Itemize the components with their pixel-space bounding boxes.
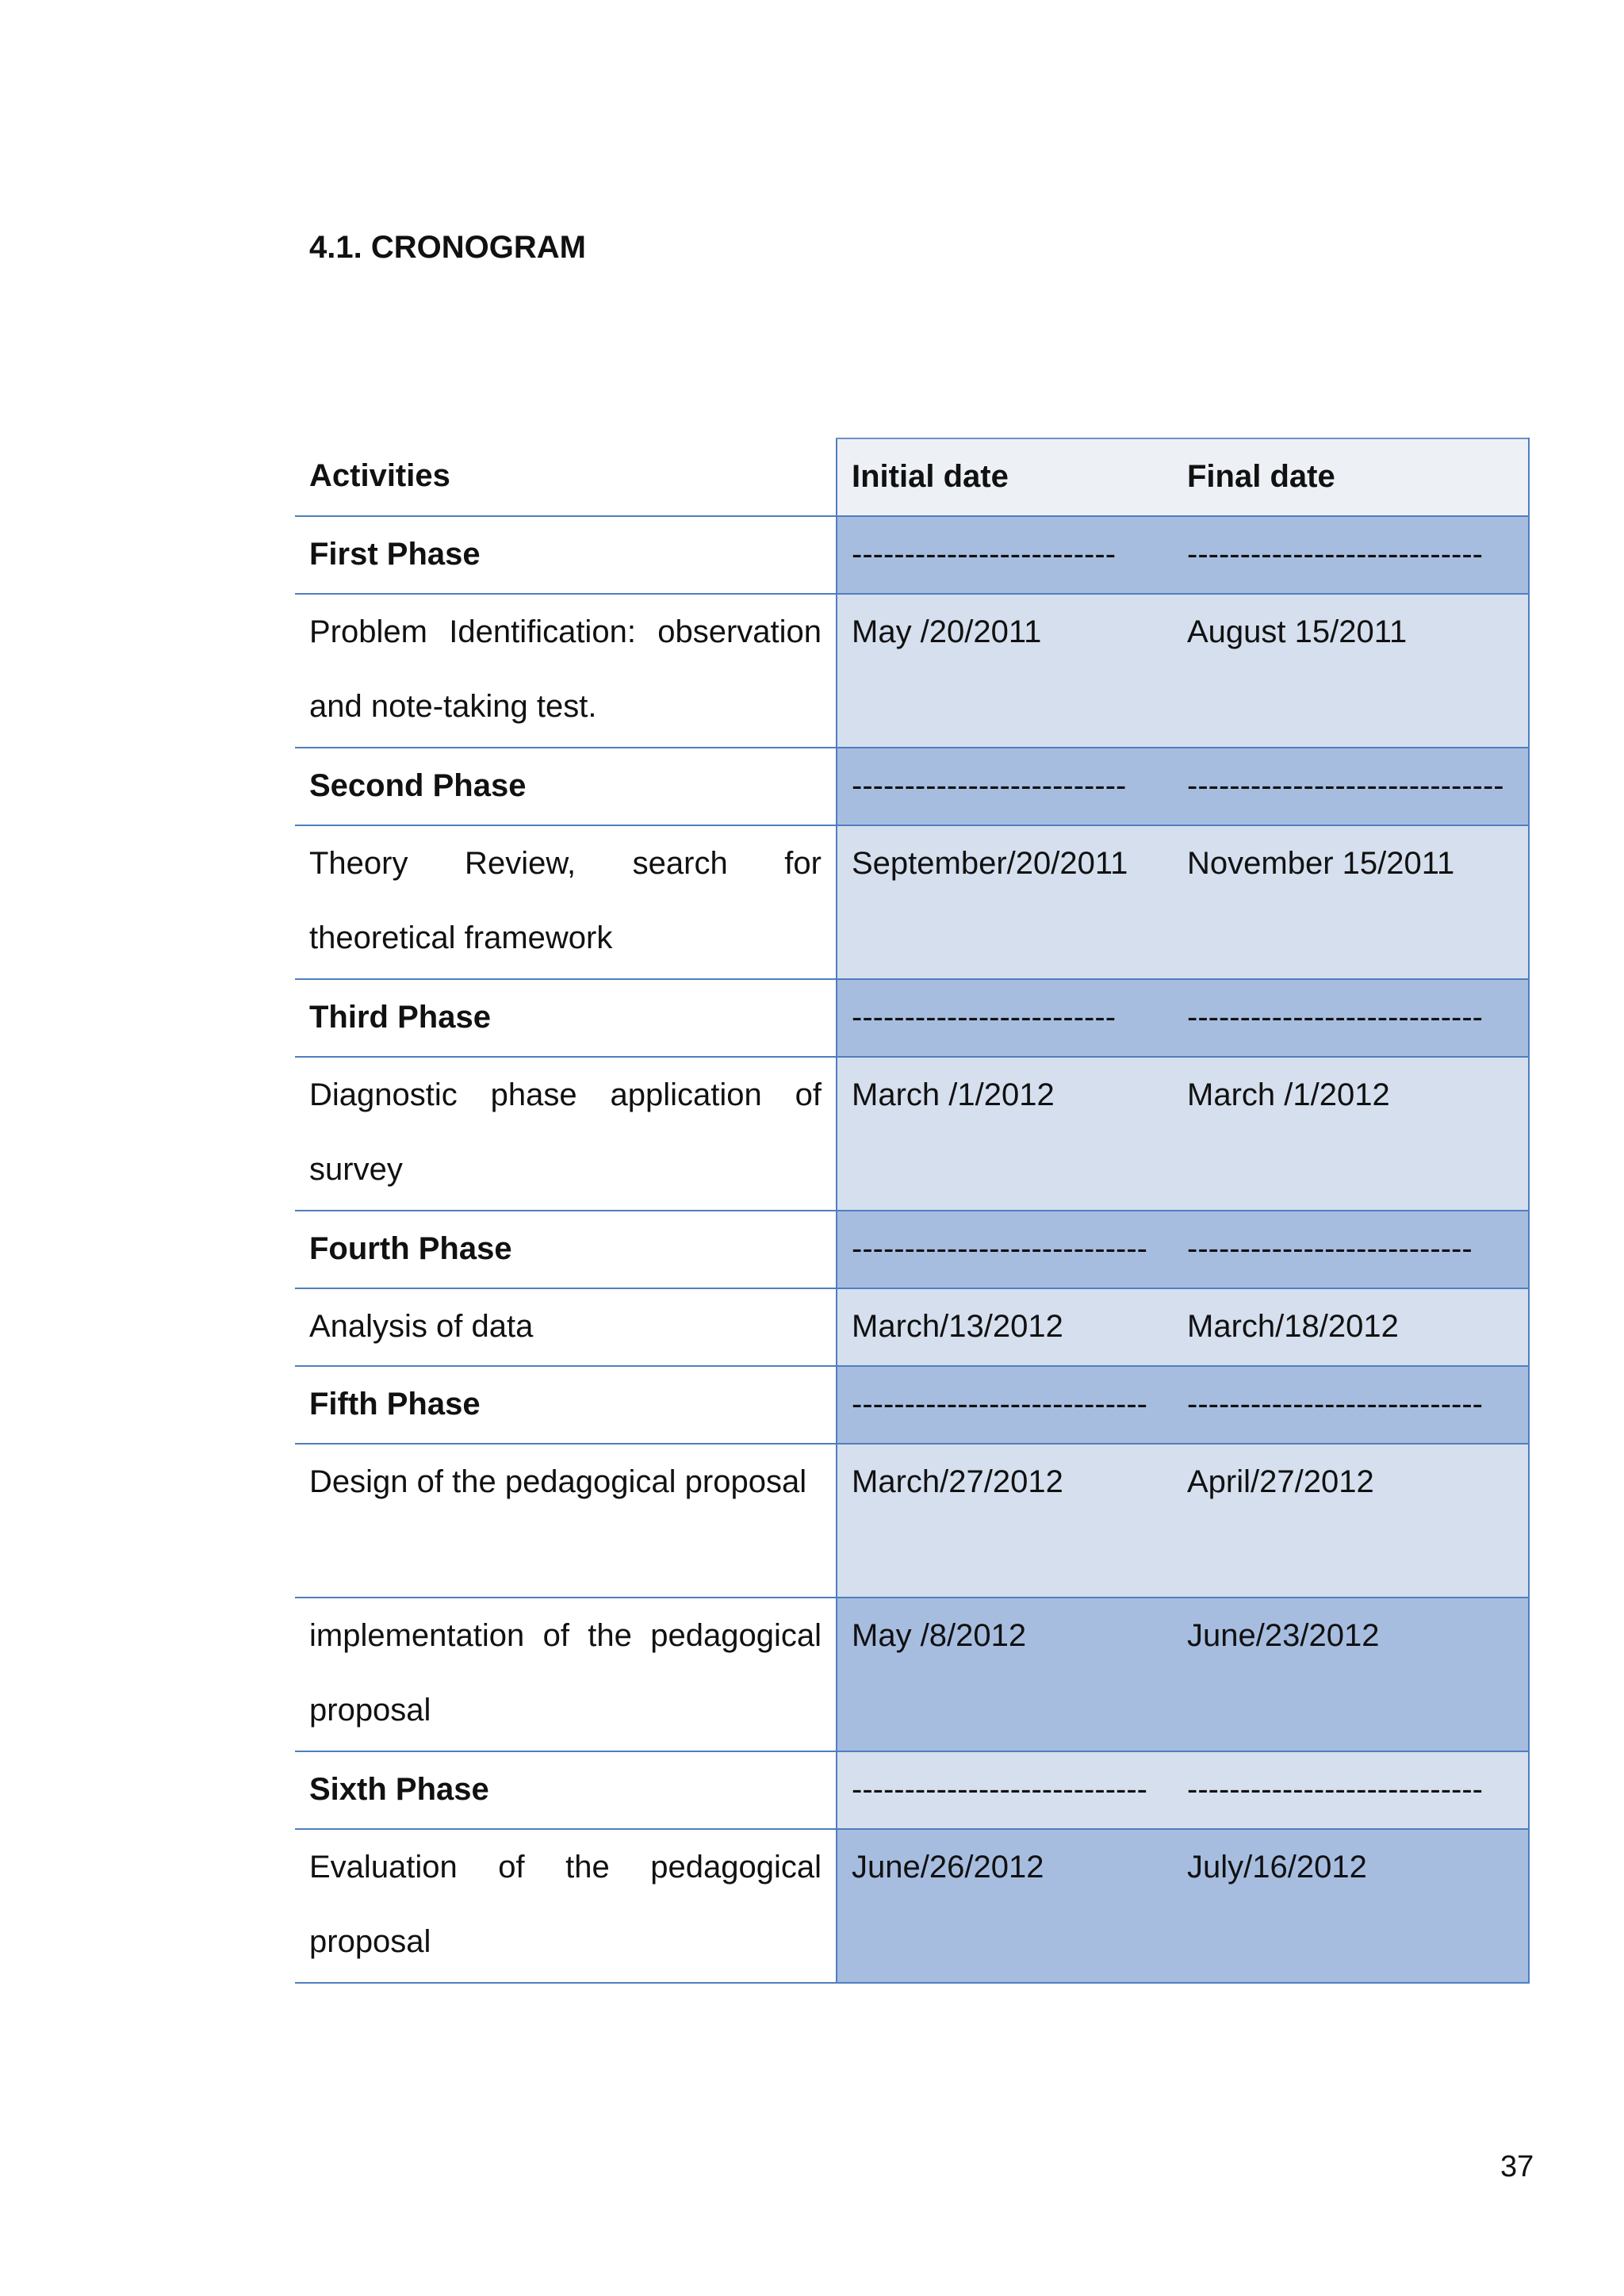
final-date-cell: ---------------------------- bbox=[1173, 1366, 1529, 1444]
activity-cell: Problem Identification: observation and note-taking test. bbox=[295, 594, 837, 748]
final-date-cell: March/18/2012 bbox=[1173, 1288, 1529, 1366]
activity-cell: Fifth Phase bbox=[295, 1366, 837, 1444]
final-date-cell: --------------------------- bbox=[1173, 1211, 1529, 1288]
activity-cell: Theory Review, search for theoretical framework bbox=[295, 825, 837, 979]
section-heading: 4.1. CRONOGRAM bbox=[309, 230, 586, 265]
header-activities: Activities bbox=[295, 438, 837, 516]
initial-date-cell: March /1/2012 bbox=[837, 1057, 1173, 1211]
table-row bbox=[295, 1288, 1529, 1366]
activity-cell: Sixth Phase bbox=[295, 1751, 837, 1829]
activity-cell: Evaluation of the pedagogical proposal bbox=[295, 1829, 837, 1983]
final-date-cell: ---------------------------- bbox=[1173, 516, 1529, 594]
activity-cell: Second Phase bbox=[295, 748, 837, 825]
table-row bbox=[295, 594, 1529, 748]
final-date-cell: ------------------------------ bbox=[1173, 748, 1529, 825]
final-date-cell: March /1/2012 bbox=[1173, 1057, 1529, 1211]
initial-date-cell: March/27/2012 bbox=[837, 1444, 1173, 1598]
table-row-phase bbox=[295, 516, 1529, 594]
initial-date-cell: ------------------------- bbox=[837, 516, 1173, 594]
initial-date-cell: ------------------------- bbox=[837, 979, 1173, 1057]
table-row-phase bbox=[295, 1751, 1529, 1829]
initial-date-cell: March/13/2012 bbox=[837, 1288, 1173, 1366]
initial-date-cell: May /20/2011 bbox=[837, 594, 1173, 748]
table-row bbox=[295, 1598, 1529, 1751]
table-row-phase bbox=[295, 1366, 1529, 1444]
header-initial-date: Initial date bbox=[837, 438, 1173, 516]
initial-date-cell: ---------------------------- bbox=[837, 1211, 1173, 1288]
final-date-cell: April/27/2012 bbox=[1173, 1444, 1529, 1598]
table-row bbox=[295, 1829, 1529, 1983]
final-date-cell: July/16/2012 bbox=[1173, 1829, 1529, 1983]
activity-cell: Design of the pedagogical proposal bbox=[295, 1444, 837, 1598]
initial-date-cell: -------------------------- bbox=[837, 748, 1173, 825]
table-row bbox=[295, 825, 1529, 979]
final-date-cell: November 15/2011 bbox=[1173, 825, 1529, 979]
final-date-cell: June/23/2012 bbox=[1173, 1598, 1529, 1751]
cronogram-table bbox=[295, 438, 1530, 1984]
table-header-row bbox=[295, 438, 1529, 516]
activity-cell: implementation of the pedagogical proposal bbox=[295, 1598, 837, 1751]
final-date-cell: August 15/2011 bbox=[1173, 594, 1529, 748]
initial-date-cell: ---------------------------- bbox=[837, 1366, 1173, 1444]
table-row bbox=[295, 1444, 1529, 1598]
table-row-phase bbox=[295, 979, 1529, 1057]
page-number: 37 bbox=[1500, 2150, 1534, 2183]
header-final-date: Final date bbox=[1173, 438, 1529, 516]
initial-date-cell: ---------------------------- bbox=[837, 1751, 1173, 1829]
table-row-phase bbox=[295, 748, 1529, 825]
initial-date-cell: May /8/2012 bbox=[837, 1598, 1173, 1751]
activity-cell: Diagnostic phase application of survey bbox=[295, 1057, 837, 1211]
activity-cell: Analysis of data bbox=[295, 1288, 837, 1366]
activity-cell: Fourth Phase bbox=[295, 1211, 837, 1288]
initial-date-cell: September/20/2011 bbox=[837, 825, 1173, 979]
table-row-phase bbox=[295, 1211, 1529, 1288]
activity-cell: Third Phase bbox=[295, 979, 837, 1057]
final-date-cell: ---------------------------- bbox=[1173, 979, 1529, 1057]
table-row bbox=[295, 1057, 1529, 1211]
activity-cell: First Phase bbox=[295, 516, 837, 594]
final-date-cell: ---------------------------- bbox=[1173, 1751, 1529, 1829]
initial-date-cell: June/26/2012 bbox=[837, 1829, 1173, 1983]
